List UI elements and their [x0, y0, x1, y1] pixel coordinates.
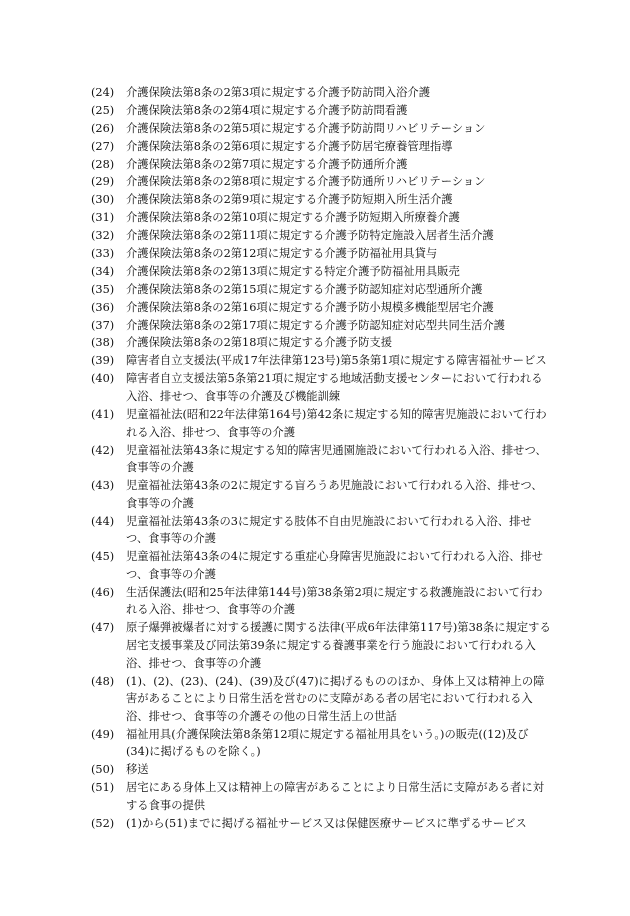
item-text: 移送 [126, 763, 149, 777]
list-item [91, 299, 551, 317]
list-item [91, 406, 551, 441]
list-item [91, 156, 551, 174]
item-number: (48) [91, 674, 115, 688]
list-item [91, 370, 551, 405]
item-text: 介護保険法第8条の2第17項に規定する介護予防認知症対応型共同生活介護 [126, 318, 505, 332]
list-item [91, 209, 551, 227]
list-item [91, 673, 551, 726]
item-text: 児童福祉法第43条の2に規定する盲ろうあ児施設において行われる入浴、排せつ、食事等の介護 [126, 479, 543, 510]
item-number: (24) [91, 86, 115, 99]
list-item [91, 102, 551, 120]
item-text: 児童福祉法第43条の4に規定する重症心身障害児施設において行われる入浴、排せつ、食事等の介護 [126, 550, 543, 581]
list-item [91, 173, 551, 191]
item-text: 障害者自立支援法第5条第21項に規定する地域活動支援センターにおいて行われる入浴、排せつ、食事等の介護及び機能訓練 [126, 372, 543, 403]
list-item [91, 138, 551, 156]
item-text: 障害者自立支援法(平成17年法律第123号)第5条第1項に規定する障害福祉サービス [126, 354, 547, 368]
item-number: (38) [91, 336, 115, 350]
item-number: (47) [91, 621, 115, 635]
item-number: (40) [91, 372, 115, 386]
list-item [91, 761, 551, 779]
list-item [91, 584, 551, 619]
item-number: (51) [91, 781, 115, 795]
list-item [91, 815, 551, 833]
item-text: 介護保険法第8条の2第9項に規定する介護予防短期入所生活介護 [126, 193, 453, 207]
item-number: (33) [91, 247, 115, 261]
item-number: (43) [91, 479, 115, 493]
item-text: 介護保険法第8条の2第13項に規定する特定介護予防福祉用具販売 [126, 264, 460, 278]
list-item [91, 227, 551, 245]
list-item [91, 317, 551, 335]
item-number: (41) [91, 407, 115, 421]
item-text: (1)、(2)、(23)、(24)、(39)及び(47)に掲げるもののほか、身体上又は精神上の障害があることにより日常生活を営むのに支障がある者の居宅において行われる入浴、排せつ、食事等の介護その他の日常生活上の世話 [126, 674, 545, 723]
list-item [91, 84, 551, 102]
item-text: 介護保険法第8条の2第16項に規定する介護予防小規模多機能型居宅介護 [126, 300, 494, 314]
list-item [91, 334, 551, 352]
item-text: 介護保険法第8条の2第3項に規定する介護予防訪問入浴介護 [126, 86, 430, 99]
item-text: 児童福祉法第43条の3に規定する肢体不自由児施設において行われる入浴、排せつ、食事等の介護 [126, 514, 532, 546]
list-item [91, 191, 551, 209]
item-number: (44) [91, 514, 115, 528]
list-item [91, 120, 551, 138]
list-item [91, 513, 551, 548]
item-text: 介護保険法第8条の2第8項に規定する介護予防通所リハビリテーション [126, 175, 486, 189]
item-text: 原子爆弾被爆者に対する援護に関する法律(平成6年法律第117号)第38条に規定する居宅支援事業及び同法第39条に規定する養護事業を行う施設において行われる入浴、排せつ、食事等の介護 [126, 621, 551, 670]
item-number: (37) [91, 318, 115, 332]
item-text: 生活保護法(昭和25年法律第144号)第38条第2項に規定する救護施設において行われる入浴、排せつ、食事等の介護 [126, 585, 543, 617]
item-number: (29) [91, 175, 115, 189]
list-item [91, 779, 551, 814]
item-number: (27) [91, 139, 115, 153]
item-text: 介護保険法第8条の2第6項に規定する介護予防居宅療養管理指導 [126, 139, 453, 153]
item-number: (32) [91, 229, 115, 243]
item-number: (45) [91, 550, 115, 564]
item-number: (49) [91, 727, 115, 741]
item-text: 介護保険法第8条の2第7項に規定する介護予防通所介護 [126, 157, 408, 171]
item-number: (35) [91, 282, 115, 296]
item-number: (39) [91, 354, 115, 368]
item-text: 福祉用具(介護保険法第8条第12項に規定する福祉用具をいう。)の販売((12)及び(34)に掲げるものを除く。) [126, 727, 529, 759]
item-number: (26) [91, 121, 115, 135]
item-text: 介護保険法第8条の2第18項に規定する介護予防支援 [126, 336, 392, 350]
item-number: (30) [91, 193, 115, 207]
list-item [91, 726, 551, 761]
item-number: (31) [91, 211, 115, 225]
item-text: 介護保険法第8条の2第10項に規定する介護予防短期入所療養介護 [126, 211, 460, 225]
item-text: 児童福祉法第43条に規定する知的障害児通園施設において行われる入浴、排せつ、食事等の介護 [126, 443, 547, 475]
list-item [91, 263, 551, 281]
item-number: (34) [91, 264, 115, 278]
item-number: (25) [91, 103, 115, 117]
item-number: (28) [91, 157, 115, 171]
list-item [91, 442, 551, 477]
list-item [91, 619, 551, 672]
item-number: (46) [91, 585, 115, 599]
item-text: 介護保険法第8条の2第11項に規定する介護予防特定施設入居者生活介護 [126, 229, 494, 243]
list-item [91, 548, 551, 583]
item-text: 居宅にある身体上又は精神上の障害があることにより日常生活に支障がある者に対する食事の提供 [126, 781, 544, 812]
item-number: (52) [91, 816, 115, 830]
item-text: (1)から(51)までに掲げる福祉サービス又は保健医療サービスに準ずるサービス [126, 816, 527, 830]
item-text: 児童福祉法(昭和22年法律第164号)第42条に規定する知的障害児施設において行われる入浴、排せつ、食事等の介護 [126, 407, 547, 439]
list-item [91, 245, 551, 263]
item-number: (42) [91, 443, 115, 457]
item-text: 介護保険法第8条の2第5項に規定する介護予防訪問リハビリテーション [126, 121, 486, 135]
item-text: 介護保険法第8条の2第12項に規定する介護予防福祉用具貸与 [126, 247, 438, 261]
item-text: 介護保険法第8条の2第15項に規定する介護予防認知症対応型通所介護 [126, 282, 483, 296]
list-item [91, 352, 551, 370]
item-text: 介護保険法第8条の2第4項に規定する介護予防訪問看護 [126, 103, 408, 117]
list-item [91, 477, 551, 512]
item-number: (50) [91, 763, 115, 777]
service-list [91, 84, 551, 833]
item-number: (36) [91, 300, 115, 314]
list-item [91, 281, 551, 299]
